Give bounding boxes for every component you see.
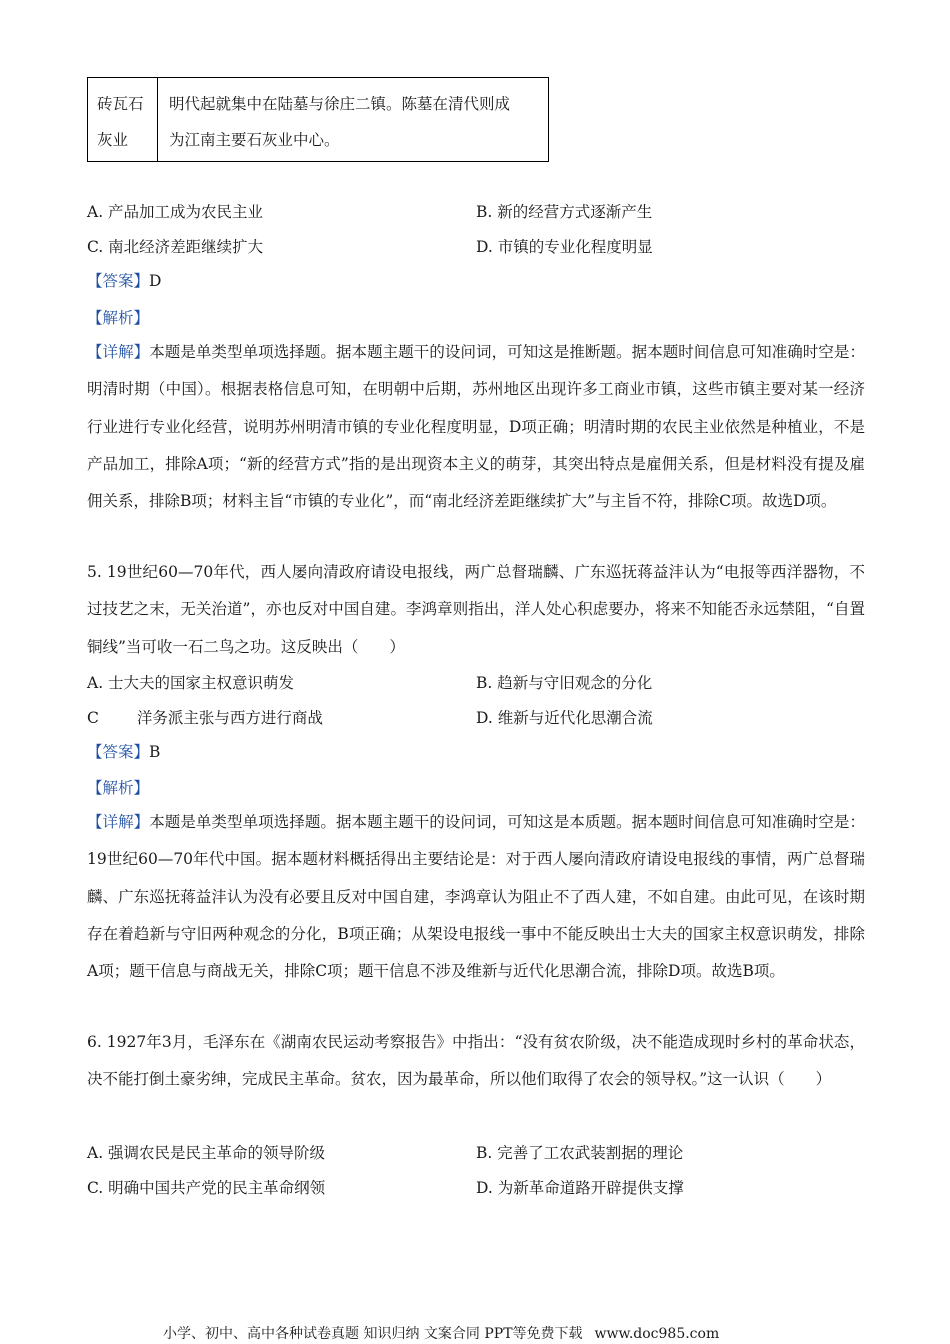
q5-option-d: D. 维新与近代化思潮合流 (476, 709, 653, 727)
q6-option-b: B. 完善了工农武装割据的理论 (476, 1144, 684, 1162)
table-description-line1: 明代起就集中在陆墓与徐庄二镇。陈墓在清代则成 (169, 95, 511, 113)
q4-option-c: C. 南北经济差距继续扩大 (87, 238, 264, 256)
analysis-tag: 【解析】 (87, 779, 150, 797)
table-category-line2: 灰业 (97, 131, 129, 149)
q4-answer (87, 271, 161, 291)
q4-option-b: B. 新的经营方式逐渐产生 (476, 203, 653, 221)
q4-option-d: D. 市镇的专业化程度明显 (476, 238, 653, 256)
q5-option-a: A. 士大夫的国家主权意识萌发 (87, 674, 295, 692)
answer-tag: 【答案】 (87, 272, 150, 290)
q5-option-c-text: 洋务派主张与西方进行商战 (136, 709, 323, 727)
table-description-cell (158, 78, 548, 161)
table-category-line1: 砖瓦石 (97, 95, 144, 113)
q5-stem: 5. 19世纪60—70年代，西人屡向清政府请设电报线，两广总督瑞麟、广东巡抚蒋益沣认为“电报等西洋器物，不过技艺之末，无关治道”，亦也反对中国自建。李鸿章则指出，洋人处心积虑要办，将来不知能否永远禁阻，“自置铜线”当可收一石二鸟之功。这反映出（ ） (87, 563, 865, 656)
q6-option-c: C. 明确中国共产党的民主革命纲领 (87, 1179, 326, 1197)
answer-value: D (149, 272, 162, 290)
detail-text: 本题是单类型单项选择题。据本题主题干的设问词，可知这是本质题。据本题时间信息可知准确时空是：19世纪60—70年代中国。据本题材料概括得出主要结论是：对于西人屡向清政府请设电报线的事情，两广总督瑞麟、广东巡抚蒋益沣认为没有必要且反对中国自建，李鸿章认为阻止不了西人建，不如自建。由此可见，在该时期存在着趋新与守旧两种观念的分化，B项正确；从架设电报线一事中不能反映出士大夫的国家主权意识萌发，排除A项；题干信息与商战无关，排除C项；题干信息不涉及维新与近代化思潮合流，排除D项。故选B项。 (87, 813, 865, 981)
footer-url[interactable]: www.doc985.com (594, 1326, 720, 1342)
q4-detail (87, 334, 865, 520)
answer-value: B (149, 743, 161, 761)
table-category-cell (88, 78, 158, 161)
q6-option-a: A. 强调农民是民主革命的领导阶级 (87, 1144, 326, 1162)
q6-stem: 6. 1927年3月，毛泽东在《湖南农民运动考察报告》中指出：“没有贫农阶级，决不能造成现时乡村的革命状态，决不能打倒土豪劣绅，完成民主革命。贫农，因为最革命，所以他们取得了农会的领导权。”这一认识（ ） (87, 1033, 865, 1089)
q4-option-a: A. 产品加工成为农民主业 (87, 203, 264, 221)
q6-option-d: D. 为新革命道路开辟提供支撑 (476, 1179, 684, 1197)
footer-text: 小学、初中、高中各种试卷真题 知识归纳 文案合同 PPT等免费下载 (163, 1326, 583, 1342)
q5-detail (87, 804, 865, 990)
analysis-tag: 【解析】 (87, 309, 150, 327)
detail-tag: 【详解】 (87, 813, 150, 831)
q5-option-b: B. 趋新与守旧观念的分化 (476, 674, 653, 692)
answer-tag: 【答案】 (87, 743, 150, 761)
q5-answer (87, 742, 160, 762)
q5-option-c-letter: C (87, 709, 99, 727)
footer (163, 1323, 719, 1343)
q4-analysis-heading (87, 308, 149, 328)
table-description-line2: 为江南主要石灰业中心。 (169, 131, 340, 149)
detail-tag: 【详解】 (87, 343, 150, 361)
q5-option-c (87, 708, 323, 728)
q5-analysis-heading (87, 778, 149, 798)
table-row (87, 77, 549, 162)
detail-text: 本题是单类型单项选择题。据本题主题干的设问词，可知这是推断题。据本题时间信息可知准确时空是：明清时期（中国）。根据表格信息可知，在明朝中后期，苏州地区出现许多工商业市镇，这些市镇主要对某一经济行业进行专业化经营，说明苏州明清市镇的专业化程度明显，D项正确；明清时期的农民主业依然是种植业，不是产品加工，排除A项；“新的经营方式”指的是出现资本主义的萌芽，其突出特点是雇佣关系，但是材料没有提及雇佣关系，排除B项；材料主旨“市镇的专业化”，而“南北经济差距继续扩大”与主旨不符，排除C项。故选D项。 (87, 343, 865, 511)
